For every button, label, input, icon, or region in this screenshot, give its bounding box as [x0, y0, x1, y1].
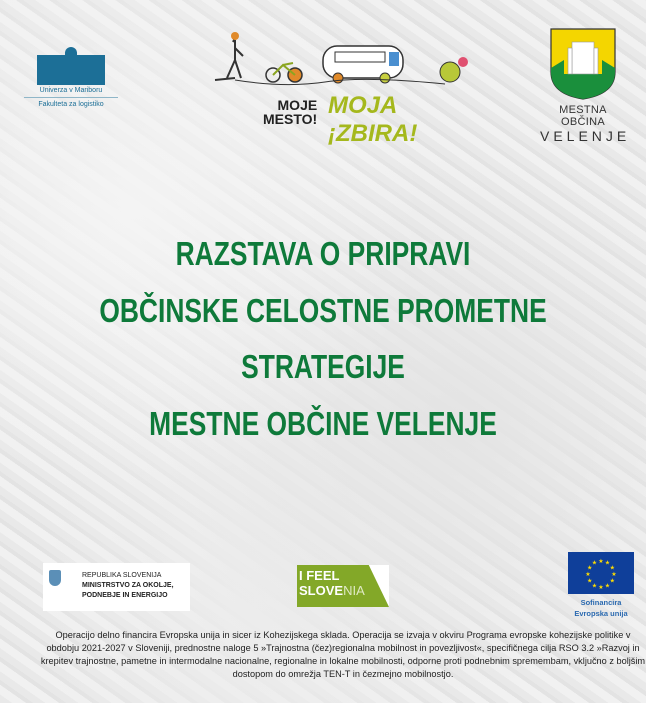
title-line: RAZSTAVA O PRIPRAVI — [175, 235, 471, 272]
eu-star-icon: ★ — [604, 560, 611, 567]
ministry-line1: REPUBLIKA SLOVENIJA — [82, 572, 162, 579]
eu-star-icon: ★ — [609, 565, 615, 572]
campaign-line3: MOJA — [328, 92, 398, 119]
municipality-line1: MESTNA OBČINA — [559, 104, 607, 128]
divider — [24, 97, 118, 98]
eu-flag-icon — [568, 552, 634, 594]
ministry-line3: PODNEBJE IN ENERGIJO — [82, 592, 168, 599]
campaign-line1: MOJE — [277, 97, 318, 113]
eu-star-icon: ★ — [585, 572, 591, 578]
ifeel-line1: I FEEL — [299, 568, 340, 583]
campaign-logo — [205, 30, 485, 160]
eu-star-icon: ★ — [598, 559, 604, 565]
university-logo — [24, 55, 118, 108]
faculty-name: Fakulteta za logistiko — [38, 101, 104, 108]
eu-star-icon: ★ — [587, 565, 593, 572]
eu-star-icon: ★ — [591, 560, 598, 567]
campaign-line2: MESTO! — [263, 111, 318, 127]
title-line: MESTNE OBČINE VELENJE — [149, 404, 497, 442]
title-line: OBČINSKE CELOSTNE PROMETNE — [99, 291, 547, 329]
funding-disclaimer: Operacijo delno financira Evropska unija in sicer iz Kohezijskega sklada. Operacija se izvaja v okviru Programa evropske kohezijske politike v obdobju 2021-2027 v Sloveniji, prednostne naloge 5 »Trajnostna (čez)regionalna mobilnost in povezljivost«, specifičnega cilja RSO 3.2 »Razvoj in krepitev trajnostne, pametne in intermodalne nacionalne, regionalne in lokalne mobilnosti, odporne proti podnebnim spremembam, vključno z boljšim dostopom do omrežja TEN-T in čezmejno mobilnostjo. — [40, 630, 646, 679]
title-line: STRATEGIJE — [241, 348, 405, 385]
eu-star-icon: ★ — [591, 583, 598, 590]
eu-star-icon: ★ — [609, 578, 615, 585]
ifeel-nia: NIA — [343, 583, 365, 598]
campaign-line4: ¡ZBIRA! — [328, 120, 418, 147]
mobility-illustration-icon — [205, 30, 485, 100]
municipality-logo — [540, 28, 631, 144]
eu-star-icon: ★ — [587, 578, 593, 585]
university-name: Univerza v Mariboru — [39, 87, 103, 94]
municipality-line2: VELENJE — [540, 128, 631, 144]
ministry-line2: MINISTRSTVO ZA OKOLJE, — [82, 582, 174, 589]
i-feel-slovenia-logo — [297, 565, 389, 607]
eu-star-icon: ★ — [611, 572, 617, 578]
ministry-logo — [43, 563, 190, 611]
slovenia-crest-icon — [49, 570, 61, 586]
building-icon — [37, 55, 105, 85]
eu-star-icon: ★ — [598, 585, 604, 591]
ifeel-slove: SLOVE — [299, 583, 344, 598]
eu-cofunding-label — [560, 597, 642, 619]
velenje-coat-of-arms-icon — [550, 28, 616, 100]
eu-star-icon: ★ — [604, 583, 611, 590]
page-title — [0, 226, 646, 452]
eu-line2: Evropska unija — [574, 609, 628, 618]
eu-line1: Sofinancira — [580, 598, 622, 607]
